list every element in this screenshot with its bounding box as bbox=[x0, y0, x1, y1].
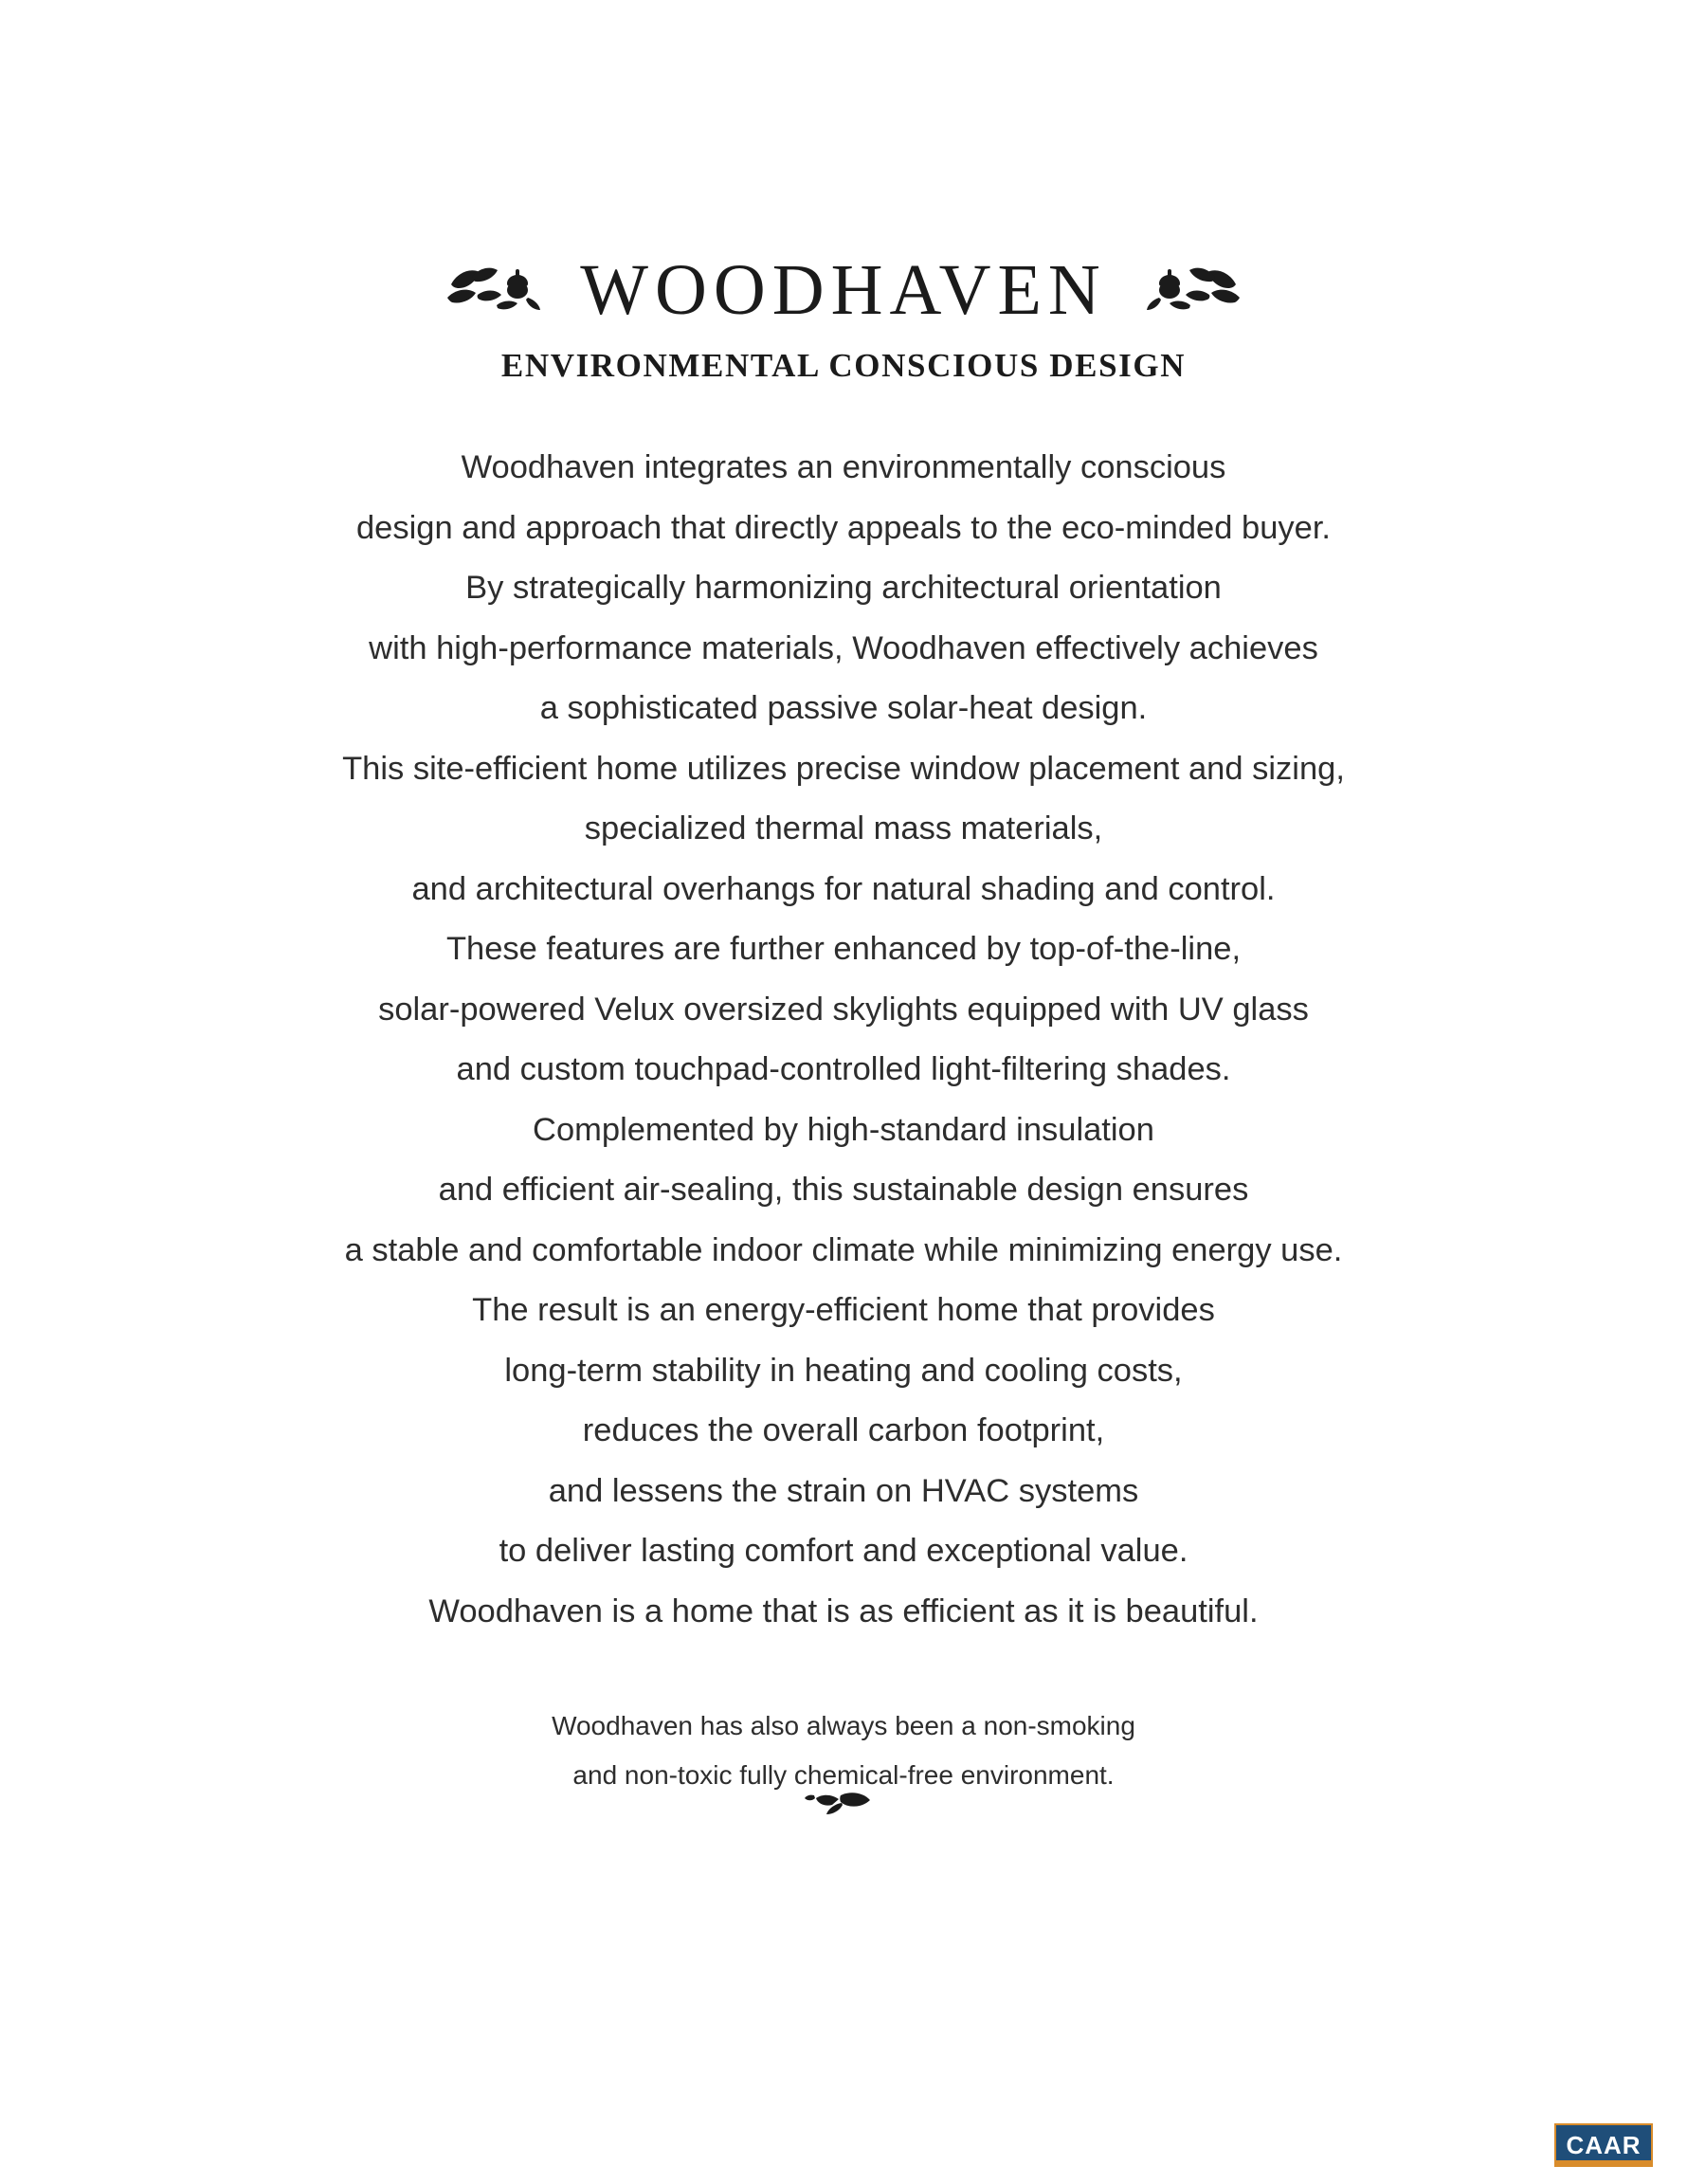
body-line: The result is an energy-efficient home that provides bbox=[472, 1292, 1215, 1328]
body-line: Woodhaven is a home that is as efficient as it is beautiful. bbox=[428, 1592, 1259, 1629]
body-line: and custom touchpad-controlled light-filtering shades. bbox=[456, 1051, 1231, 1087]
body-line: design and approach that directly appeals to the eco-minded buyer. bbox=[355, 509, 1331, 546]
body-line: Complemented by high-standard insulation bbox=[533, 1111, 1154, 1148]
title-row bbox=[0, 250, 1687, 330]
caar-logo-text: CAAR bbox=[1566, 2130, 1642, 2159]
caar-logo-accent-bar bbox=[1556, 2160, 1651, 2165]
leaf-flourish-icon bbox=[0, 1782, 1687, 1830]
paragraph-spacer bbox=[152, 1642, 1535, 1702]
body-line: Woodhaven integrates an environmentally conscious bbox=[461, 449, 1226, 485]
body-line: with high-performance materials, Woodhaven effectively achieves bbox=[369, 629, 1318, 666]
body-line: a sophisticated passive solar-heat design. bbox=[539, 690, 1148, 726]
closing-line: Woodhaven has also always been a non-smoking bbox=[552, 1711, 1135, 1740]
body-line: By strategically harmonizing architectural orientation bbox=[465, 570, 1222, 606]
body-line: reduces the overall carbon footprint, bbox=[582, 1412, 1105, 1448]
body-line: and lessens the strain on HVAC systems bbox=[548, 1472, 1139, 1509]
body-copy bbox=[152, 438, 1535, 1800]
oak-leaf-acorn-ornament-left-icon bbox=[444, 256, 555, 324]
page-subtitle: ENVIRONMENTAL CONSCIOUS DESIGN bbox=[500, 347, 1187, 384]
page-title: WOODHAVEN bbox=[580, 250, 1107, 330]
body-line: long-term stability in heating and cooling costs, bbox=[504, 1352, 1183, 1389]
body-line: and efficient air-sealing, this sustainable design ensures bbox=[438, 1172, 1249, 1208]
body-line: to deliver lasting comfort and exceptional value. bbox=[499, 1533, 1188, 1569]
body-line: solar-powered Velux oversized skylights equipped with UV glass bbox=[378, 991, 1309, 1028]
body-line: This site-efficient home utilizes precise window placement and sizing, bbox=[342, 750, 1345, 787]
body-line: specialized thermal mass materials, bbox=[584, 810, 1103, 846]
caar-logo bbox=[1554, 2123, 1653, 2167]
body-line: These features are further enhanced by top-of-the-line, bbox=[445, 931, 1242, 967]
closing-line: and non-toxic fully chemical-free environment. bbox=[572, 1760, 1115, 1790]
oak-leaf-acorn-ornament-right-icon bbox=[1132, 256, 1243, 324]
document-header bbox=[0, 250, 1687, 385]
body-line: a stable and comfortable indoor climate while minimizing energy use. bbox=[344, 1231, 1343, 1268]
body-line: and architectural overhangs for natural shading and control. bbox=[411, 870, 1276, 907]
